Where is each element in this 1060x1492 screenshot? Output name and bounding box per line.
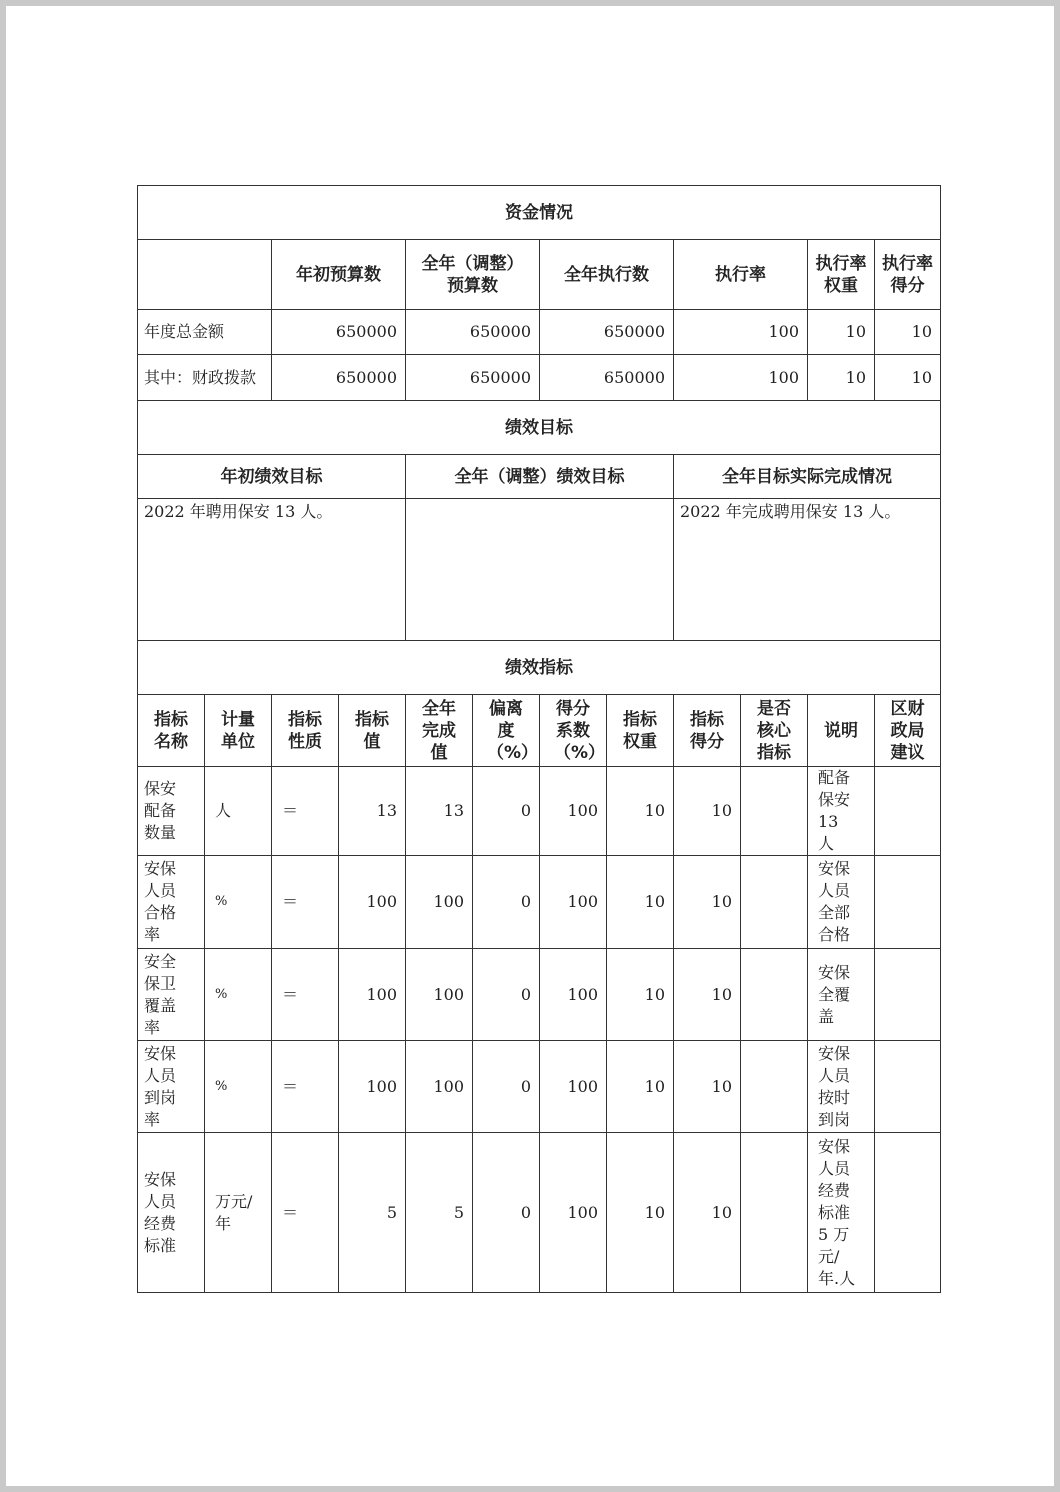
goals-header-adjusted: 全年（调整）绩效目标 (406, 455, 674, 499)
funds-row-adjusted: 650000 (406, 310, 540, 355)
ind-done: 100 (406, 856, 473, 949)
ind-score: 10 (674, 767, 741, 856)
ind-core (741, 856, 808, 949)
funds-row (138, 355, 941, 401)
ind-header-value: 指标值 (339, 695, 406, 767)
ind-header-done: 全年完成值 (406, 695, 473, 767)
goal-actual-text: 2022 年完成聘用保安 13 人。 (674, 499, 941, 641)
funds-row-budget: 650000 (272, 310, 406, 355)
ind-coef: 100 (540, 767, 607, 856)
ind-coef: 100 (540, 856, 607, 949)
ind-deviation: 0 (473, 1133, 540, 1293)
ind-value: 100 (339, 1041, 406, 1133)
ind-name: 安保人员到岗率 (138, 1041, 205, 1133)
ind-weight: 10 (607, 767, 674, 856)
ind-note: 安保全覆盖 (808, 949, 875, 1041)
ind-value: 5 (339, 1133, 406, 1293)
ind-unit: % (205, 856, 272, 949)
performance-table (137, 185, 941, 1293)
ind-name: 安全保卫覆盖率 (138, 949, 205, 1041)
funds-row-label: 年度总金额 (138, 310, 272, 355)
ind-deviation: 0 (473, 949, 540, 1041)
funds-row-weight: 10 (808, 355, 875, 401)
ind-name: 安保人员合格率 (138, 856, 205, 949)
funds-row-adjusted: 650000 (406, 355, 540, 401)
ind-core (741, 1041, 808, 1133)
ind-nature: ＝ (272, 767, 339, 856)
funds-header-score: 执行率得分 (875, 240, 941, 310)
ind-core (741, 1133, 808, 1293)
ind-score: 10 (674, 856, 741, 949)
ind-weight: 10 (607, 1041, 674, 1133)
ind-header-deviation: 偏离度（%） (473, 695, 540, 767)
funds-row-score: 10 (875, 310, 941, 355)
ind-done: 100 (406, 949, 473, 1041)
ind-weight: 10 (607, 1133, 674, 1293)
ind-deviation: 0 (473, 1041, 540, 1133)
ind-note: 安保人员经费标准5 万元/年.人 (808, 1133, 875, 1293)
indicators-section-title: 绩效指标 (138, 641, 941, 695)
ind-header-nature: 指标性质 (272, 695, 339, 767)
ind-note: 配备保安13 人 (808, 767, 875, 856)
indicator-row (138, 856, 941, 949)
indicator-row (138, 767, 941, 856)
funds-header-executed: 全年执行数 (540, 240, 674, 310)
funds-row-budget: 650000 (272, 355, 406, 401)
funds-row-score: 10 (875, 355, 941, 401)
indicator-row (138, 949, 941, 1041)
ind-coef: 100 (540, 1041, 607, 1133)
ind-deviation: 0 (473, 856, 540, 949)
ind-nature: ＝ (272, 949, 339, 1041)
funds-section-title: 资金情况 (138, 186, 941, 240)
goals-header-actual: 全年目标实际完成情况 (674, 455, 941, 499)
ind-header-note: 说明 (808, 695, 875, 767)
funds-row-executed: 650000 (540, 355, 674, 401)
ind-advice (875, 856, 941, 949)
ind-done: 13 (406, 767, 473, 856)
ind-nature: ＝ (272, 1133, 339, 1293)
ind-name: 安保人员经费标准 (138, 1133, 205, 1293)
ind-advice (875, 949, 941, 1041)
ind-header-unit: 计量单位 (205, 695, 272, 767)
ind-header-core: 是否核心指标 (741, 695, 808, 767)
ind-nature: ＝ (272, 856, 339, 949)
indicator-row (138, 1041, 941, 1133)
ind-header-weight: 指标权重 (607, 695, 674, 767)
ind-score: 10 (674, 1041, 741, 1133)
funds-row-label: 其中：财政拨款 (138, 355, 272, 401)
funds-row (138, 310, 941, 355)
ind-header-name: 指标名称 (138, 695, 205, 767)
funds-row-rate: 100 (674, 355, 808, 401)
ind-advice (875, 767, 941, 856)
ind-header-score: 指标得分 (674, 695, 741, 767)
ind-done: 100 (406, 1041, 473, 1133)
goal-adjusted-text (406, 499, 674, 641)
ind-weight: 10 (607, 856, 674, 949)
ind-coef: 100 (540, 949, 607, 1041)
goals-section-title: 绩效目标 (138, 401, 941, 455)
goal-initial-text: 2022 年聘用保安 13 人。 (138, 499, 406, 641)
ind-score: 10 (674, 949, 741, 1041)
funds-row-rate: 100 (674, 310, 808, 355)
ind-advice (875, 1041, 941, 1133)
funds-header-rate: 执行率 (674, 240, 808, 310)
ind-unit: 万元/年 (205, 1133, 272, 1293)
ind-value: 13 (339, 767, 406, 856)
ind-core (741, 949, 808, 1041)
ind-header-coef: 得分系数（%） (540, 695, 607, 767)
ind-core (741, 767, 808, 856)
ind-deviation: 0 (473, 767, 540, 856)
ind-weight: 10 (607, 949, 674, 1041)
indicator-row (138, 1133, 941, 1293)
ind-coef: 100 (540, 1133, 607, 1293)
funds-row-weight: 10 (808, 310, 875, 355)
ind-value: 100 (339, 856, 406, 949)
funds-header-blank (138, 240, 272, 310)
ind-done: 5 (406, 1133, 473, 1293)
ind-score: 10 (674, 1133, 741, 1293)
ind-unit: % (205, 1041, 272, 1133)
ind-note: 安保人员全部合格 (808, 856, 875, 949)
ind-unit: 人 (205, 767, 272, 856)
funds-header-budget: 年初预算数 (272, 240, 406, 310)
ind-advice (875, 1133, 941, 1293)
funds-row-executed: 650000 (540, 310, 674, 355)
funds-header-adjusted: 全年（调整）预算数 (406, 240, 540, 310)
ind-note: 安保人员按时到岗 (808, 1041, 875, 1133)
funds-header-weight: 执行率权重 (808, 240, 875, 310)
ind-value: 100 (339, 949, 406, 1041)
goals-header-initial: 年初绩效目标 (138, 455, 406, 499)
ind-nature: ＝ (272, 1041, 339, 1133)
ind-unit: % (205, 949, 272, 1041)
ind-name: 保安配备数量 (138, 767, 205, 856)
ind-header-advice: 区财政局建议 (875, 695, 941, 767)
